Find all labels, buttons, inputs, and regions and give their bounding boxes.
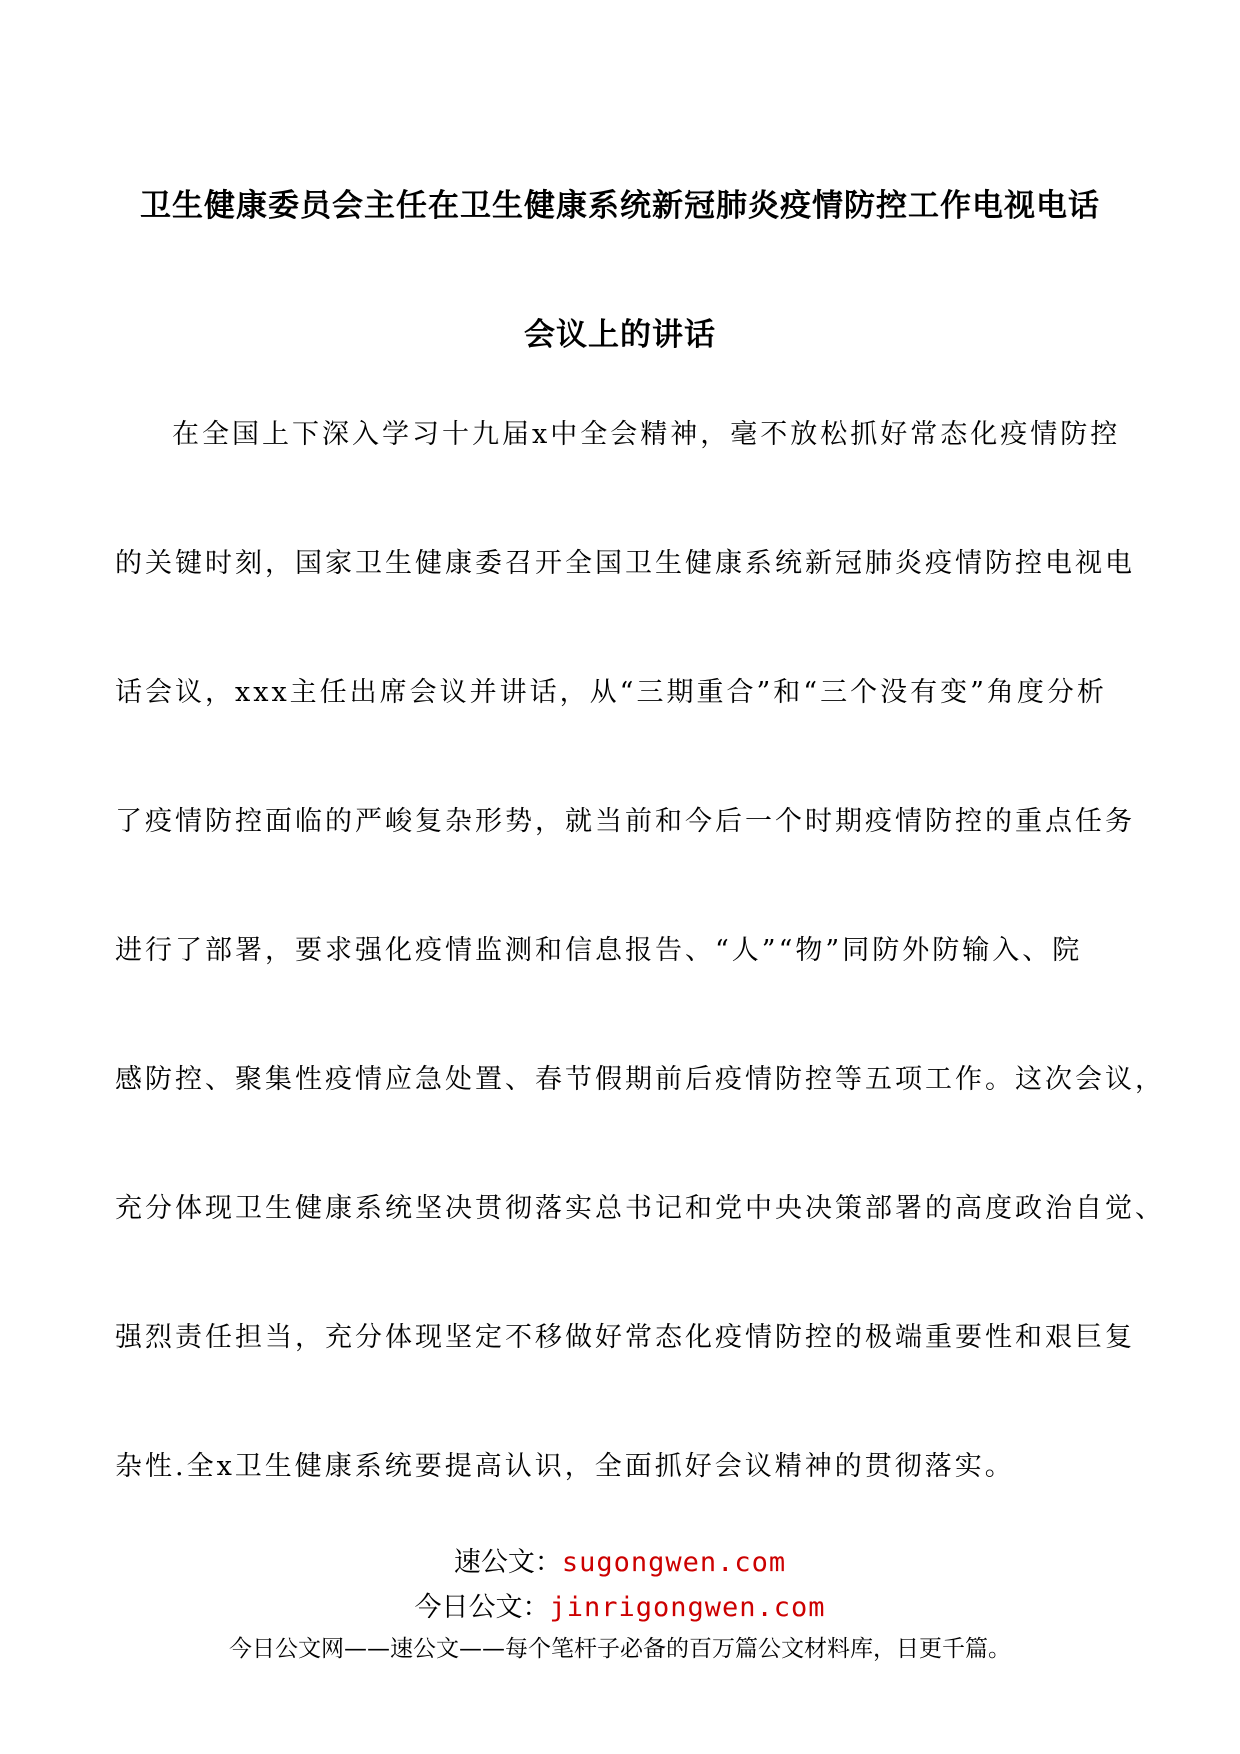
body-text-line: 在全国上下深入学习十九届x中全会精神，毫不放松抓好常态化疫情防控 — [172, 419, 1121, 450]
footer-label-sugongwen: 速公文： — [453, 1547, 562, 1578]
footer-label-jinrigongwen: 今日公文： — [414, 1592, 550, 1623]
body-text-line: 杂性.全x卫生健康系统要提高认识，全面抓好会议精神的贯彻落实。 — [115, 1451, 1015, 1482]
body-text-line: 的关键时刻，国家卫生健康委召开全国卫生健康系统新冠肺炎疫情防控电视电 — [115, 548, 1135, 579]
body-text-line: 进行了部署，要求强化疫情监测和信息报告、“人”“物”同防外防输入、院 — [115, 935, 1083, 966]
body-text-line: 强烈责任担当，充分体现坚定不移做好常态化疫情防控的极端重要性和艰巨复 — [115, 1322, 1135, 1353]
footer-link-jinrigongwen[interactable]: jinrigongwen.com — [549, 1592, 826, 1623]
body-text-line: 了疫情防控面临的严峻复杂形势，就当前和今后一个时期疫情防控的重点任务 — [115, 806, 1135, 837]
footer-link-sugongwen[interactable]: sugongwen.com — [561, 1547, 787, 1578]
body-text-line: 话会议，xxx主任出席会议并讲话，从“三期重合”和“三个没有变”角度分析 — [115, 677, 1107, 708]
footer-line-sugongwen — [0, 1540, 1240, 1579]
body-text-line: 充分体现卫生健康系统坚决贯彻落实总书记和党中央决策部署的高度政治自觉、 — [115, 1193, 1165, 1224]
document-title-line-1: 卫生健康委员会主任在卫生健康系统新冠肺炎疫情防控工作电视电话 — [140, 188, 1100, 224]
footer-slogan: 今日公文网——速公文——每个笔杆子必备的百万篇公文材料库，日更千篇。 — [229, 1636, 1011, 1662]
document-title-line-2: 会议上的讲话 — [524, 317, 716, 353]
footer-line-jinrigongwen — [0, 1585, 1240, 1624]
body-text-line: 感防控、聚集性疫情应急处置、春节假期前后疫情防控等五项工作。这次会议， — [115, 1064, 1165, 1095]
